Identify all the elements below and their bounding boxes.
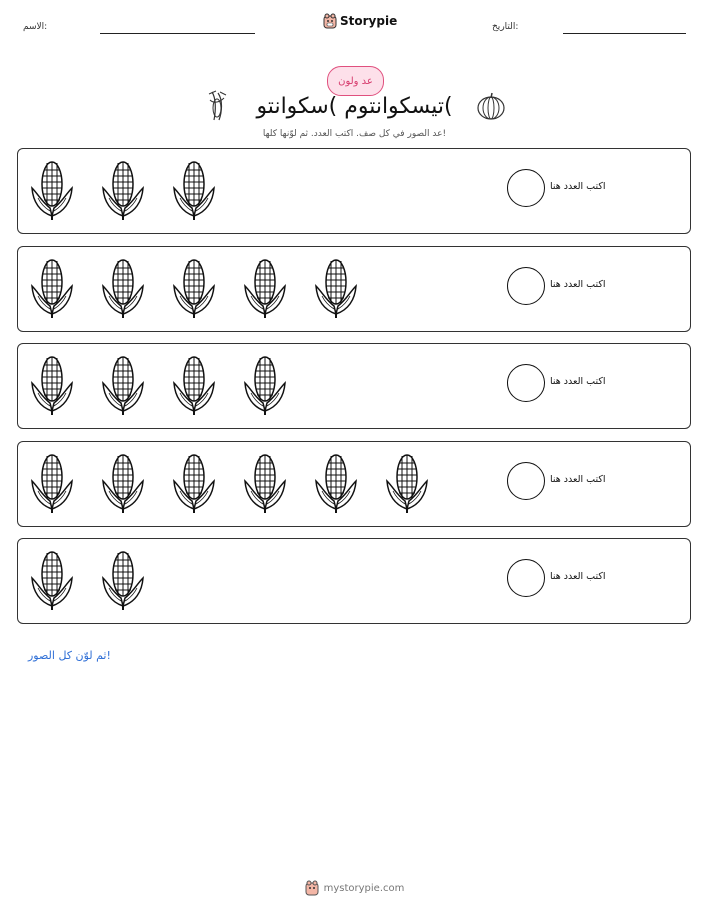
corn-icon xyxy=(172,451,216,513)
corn-icon xyxy=(30,256,74,318)
brand-logo xyxy=(323,13,397,29)
corn-icon xyxy=(101,256,145,318)
count-and-color-badge: عد ولون xyxy=(327,66,384,96)
counting-row xyxy=(17,538,691,624)
answer-circle[interactable] xyxy=(507,364,545,402)
corn-icon xyxy=(243,353,287,415)
answer-label: اكتب العدد هنا xyxy=(550,571,606,582)
name-line[interactable] xyxy=(100,33,255,34)
answer-label: اكتب العدد هنا xyxy=(550,181,606,192)
corn-icon xyxy=(172,353,216,415)
corn-icon xyxy=(30,548,74,610)
corn-icon xyxy=(243,256,287,318)
corn-icon xyxy=(101,158,145,220)
storypie-logo-icon xyxy=(323,13,337,29)
corn-icon xyxy=(30,158,74,220)
answer-circle[interactable] xyxy=(507,559,545,597)
footer-url[interactable]: mystorypie.com xyxy=(323,882,405,894)
corn-icon xyxy=(101,451,145,513)
color-note: ثم لوّن كل الصور! xyxy=(28,649,111,662)
instructions: عد الصور في كل صف. اكتب العدد. ثم لوّنها كلها! xyxy=(262,129,447,139)
answer-circle[interactable] xyxy=(507,462,545,500)
page-title: تيسكوانتوم )سكوانتو( xyxy=(256,94,453,119)
answer-circle[interactable] xyxy=(507,169,545,207)
corn-icon xyxy=(172,158,216,220)
corn-icon xyxy=(314,451,358,513)
answer-label: اكتب العدد هنا xyxy=(550,376,606,387)
brand-name: Storypie xyxy=(340,14,398,28)
name-label: الاسم: xyxy=(23,22,48,32)
corn-icon xyxy=(101,353,145,415)
footer xyxy=(0,880,709,896)
corn-icon xyxy=(243,451,287,513)
answer-label: اكتب العدد هنا xyxy=(550,473,606,485)
corn-icon xyxy=(30,451,74,513)
counting-row xyxy=(17,148,691,234)
counting-row xyxy=(17,441,691,527)
answer-circle[interactable] xyxy=(507,267,545,305)
answer-label: اكتب العدد هنا xyxy=(550,278,606,290)
corn-icon xyxy=(385,451,429,513)
date-label: التاريخ: xyxy=(492,22,519,32)
date-line[interactable] xyxy=(563,33,686,34)
counting-row xyxy=(17,343,691,429)
corn-icon xyxy=(172,256,216,318)
corn-icon xyxy=(314,256,358,318)
corn-icon xyxy=(101,548,145,610)
corn-icon xyxy=(30,353,74,415)
counting-row xyxy=(17,246,691,332)
storypie-logo-icon xyxy=(305,880,319,896)
